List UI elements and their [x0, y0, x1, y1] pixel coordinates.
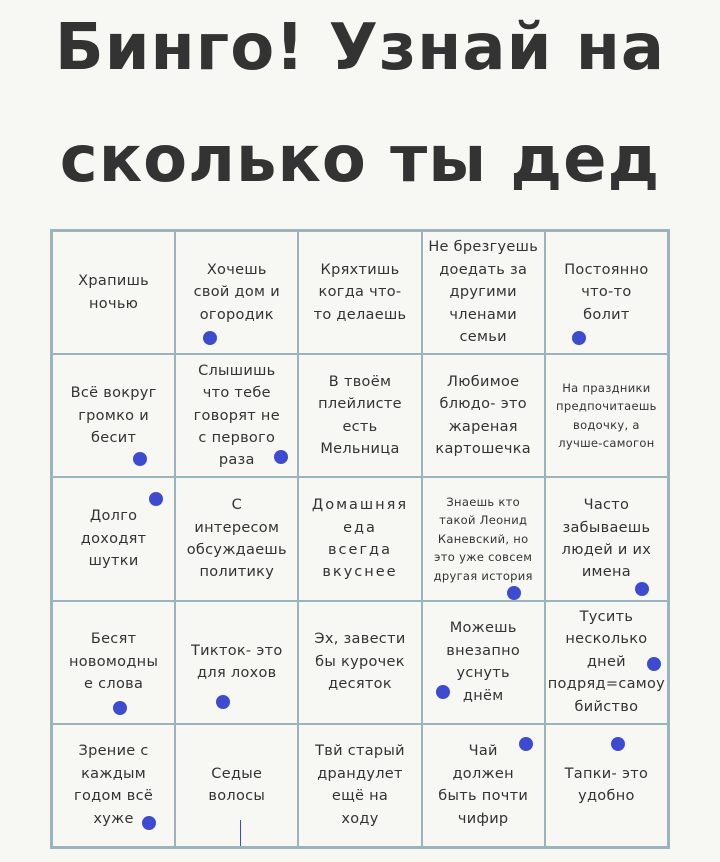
mark-dot-icon: [149, 492, 163, 506]
mark-dot-icon: [436, 685, 450, 699]
cell-text: Тапки- это удобно: [564, 765, 649, 805]
mark-dot-icon: [507, 586, 521, 600]
bingo-cell-21[interactable]: [52, 724, 175, 847]
bingo-cell-13[interactable]: [298, 477, 421, 600]
pen-stroke-icon: [240, 820, 253, 847]
cell-text: Знаешь кто такой Леонид Каневский, но это уже совсем другая история: [433, 495, 533, 583]
cell-text: Слышишь что тебе говорят не с первого раза: [193, 362, 280, 469]
cell-text: Долго доходят шутки: [80, 508, 147, 570]
mark-dot-icon: [611, 737, 625, 751]
cell-text: Часто забываешь людей и их имена: [561, 497, 652, 581]
cell-text: Всё вокруг громко и бесит: [70, 385, 157, 447]
cell-text: Храпишь ночью: [78, 273, 150, 312]
cell-text: Любимое блюдо- это жареная картошечка: [435, 373, 531, 458]
bingo-cell-6[interactable]: [52, 354, 175, 477]
bingo-cell-18[interactable]: [298, 601, 421, 724]
cell-text: Бесят новомодны е слова: [68, 631, 159, 693]
bingo-cell-15[interactable]: [545, 477, 668, 600]
bingo-cell-24[interactable]: [422, 724, 545, 847]
mark-dot-icon: [203, 331, 217, 345]
bingo-cell-1[interactable]: [52, 231, 175, 354]
page-title-line-1: Бинго! Узнай на: [54, 11, 666, 85]
page-title-line-2: сколько ты дед: [59, 123, 661, 197]
cell-text: Твй старый драндулет ещё на ходу: [315, 743, 405, 827]
cell-text: На праздники предпочитаешь водочку, а лучше-самогон: [556, 381, 657, 451]
mark-dot-icon: [647, 657, 661, 671]
bingo-cell-22[interactable]: [175, 724, 298, 847]
bingo-cell-4[interactable]: [422, 231, 545, 354]
cell-text: Домашняя еда всегда вкуснее: [311, 497, 409, 581]
bingo-cell-23[interactable]: [298, 724, 421, 847]
mark-dot-icon: [274, 450, 288, 464]
cell-text: Эх, завести бы курочек десяток: [314, 631, 406, 693]
bingo-cell-2[interactable]: [175, 231, 298, 354]
mark-dot-icon: [519, 737, 533, 751]
mark-dot-icon: [216, 695, 230, 709]
bingo-grid: [50, 229, 670, 849]
mark-dot-icon: [142, 816, 156, 830]
cell-text: Постоянно что-то болит: [564, 261, 649, 323]
cell-text: В твоём плейлисте есть Мельница: [318, 373, 402, 458]
bingo-cell-12[interactable]: [175, 477, 298, 600]
cell-text: Зрение с каждым годом всё хуже: [74, 743, 154, 827]
bingo-cell-8[interactable]: [298, 354, 421, 477]
mark-dot-icon: [113, 701, 127, 715]
bingo-cell-7[interactable]: [175, 354, 298, 477]
cell-text: Седые волосы: [208, 765, 266, 805]
cell-text: Кряхтишь когда что- то делаешь: [313, 261, 407, 323]
cell-text: Чай должен быть почти чифир: [438, 743, 529, 827]
mark-dot-icon: [635, 582, 649, 596]
bingo-cell-16[interactable]: [52, 601, 175, 724]
bingo-cell-9[interactable]: [422, 354, 545, 477]
bingo-cell-3[interactable]: [298, 231, 421, 354]
cell-text: Тикток- это для лохов: [191, 642, 283, 682]
bingo-cell-10[interactable]: [545, 354, 668, 477]
mark-dot-icon: [572, 331, 586, 345]
bingo-cell-11[interactable]: [52, 477, 175, 600]
cell-text: С интересом обсуждаешь политику: [186, 497, 287, 581]
cell-text: Можешь внезапно уснуть днём: [446, 620, 521, 704]
cell-text: Не брезгуешь доедать за другими членами семьи: [428, 239, 539, 346]
bingo-cell-5[interactable]: [545, 231, 668, 354]
cell-text: Тусить несколько дней подряд=самоу бийство: [547, 609, 666, 715]
bingo-cell-19[interactable]: [422, 601, 545, 724]
bingo-cell-25[interactable]: [545, 724, 668, 847]
bingo-cell-17[interactable]: [175, 601, 298, 724]
cell-text: Хочешь свой дом и огородик: [193, 261, 280, 323]
mark-dot-icon: [133, 452, 147, 466]
bingo-cell-20[interactable]: [545, 601, 668, 724]
bingo-cell-14[interactable]: [422, 477, 545, 600]
